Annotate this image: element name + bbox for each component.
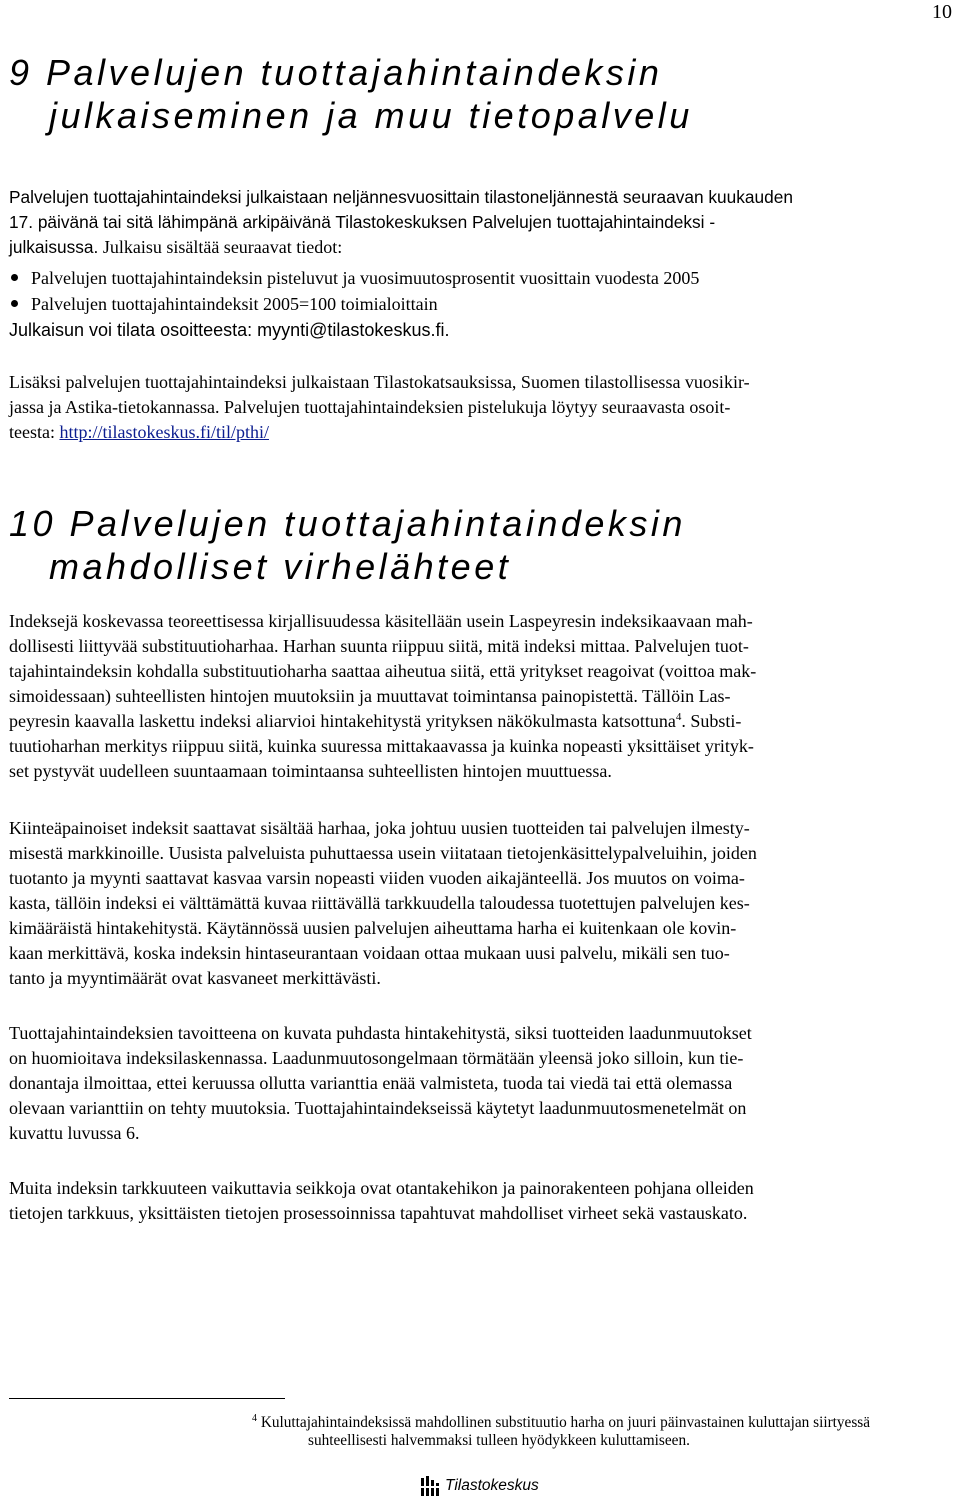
footer-logo: [420, 1473, 539, 1499]
para-line: kaan merkittävä, koska indeksin hintaseurantaan voidaan ottaa mukaan uusi palvelu, mikäli sen tuo-: [9, 943, 730, 963]
footnote-line: [252, 1414, 952, 1432]
bullet-icon: [11, 274, 18, 281]
footnote-text: Kuluttajahintaindeksissä mahdollinen substituutio harha on juuri päinvastainen kuluttajan siirtyessä: [257, 1414, 871, 1431]
intro-line: Palvelujen tuottajahintaindeksi julkaistaan neljännesvuosittain tilastoneljännestä seuraavan kuukauden: [9, 187, 793, 207]
footnote-ref: 4: [675, 711, 682, 723]
para-line: on huomioitava indeksilaskennassa. Laadunmuutosongelmaan törmätään yleensä joko silloin, kun tie-: [9, 1048, 744, 1068]
para-line: Muita indeksin tarkkuuteen vaikuttavia seikkoja ovat otantakehikon ja painorakenteen pohjana olleiden: [9, 1178, 754, 1198]
para-line: kuvattu luvussa 6.: [9, 1123, 140, 1143]
para-line: tajahintaindeksin kohdalla substituutioharha saattaa aiheutua siitä, että yritykset reagoivat (voittoa mak-: [9, 661, 757, 681]
para-line: olevaan varianttiin on tehty muutoksia. Tuottajahintaindekseissä käytetyt laadunmuutosmenetelmät on: [9, 1098, 747, 1118]
para-line: Tuottajahintaindeksien tavoitteena on kuvata puhdasta hintakehitystä, siksi tuotteiden laadunmuutokset: [9, 1023, 752, 1043]
section-10-para1: [9, 609, 954, 784]
section-10-para2: [9, 816, 954, 991]
section-9-intro: [9, 185, 954, 260]
footnote-marker: 4: [252, 1412, 257, 1424]
section-10-para3: [9, 1021, 954, 1146]
para-line: jassa ja Astika-tietokannassa. Palvelujen tuottajahintaindeksien pistelukuja löytyy seuraavasta osoit-: [9, 397, 731, 417]
intro-line: [9, 235, 954, 260]
para-line-prefix: teesta:: [9, 422, 60, 442]
para-line: Lisäksi palvelujen tuottajahintaindeksi julkaistaan Tilastokatsauksissa, Suomen tilastollisessa vuosikir-: [9, 372, 750, 392]
para-line-end: . Substi-: [681, 711, 742, 731]
para-line: dollisesti liittyvää substituutioharhaa. Harhan suunta riippuu siitä, mitä indeksi mittaa. Palvelujen tuot-: [9, 636, 749, 656]
order-line: Julkaisun voi tilata osoitteesta: myynti@tilastokeskus.fi.: [9, 320, 450, 340]
intro-line-end: Julkaisu sisältää seuraavat tiedot:: [98, 237, 343, 257]
para-line: set pystyvät uudelleen suuntaamaan toimintaansa suhteellisten hintojen muuttuessa.: [9, 761, 612, 781]
section-10-heading-line2: mahdolliset virhelähteet: [49, 546, 512, 587]
para-line: Indeksejä koskevassa teoreettisessa kirjallisuudessa käsitellään usein Laspeyresin indeksikaavaan mah-: [9, 611, 753, 631]
footnote-line: suhteellisesti halvemmaksi tulleen hyödykkeen kuluttamiseen.: [308, 1432, 690, 1449]
para-line: tietojen tarkkuus, yksittäisten tietojen prosessoinnissa tapahtuvat mahdolliset virheet sekä vastauskato.: [9, 1203, 748, 1223]
section-9-heading-line1: 9 Palvelujen tuottajahintaindeksin: [9, 52, 663, 93]
para-line: kimääräistä hintakehitystä. Käytännössä uusien palvelujen aiheuttama harha ei kuitenkaan ole kovin-: [9, 918, 737, 938]
para-line: [9, 709, 954, 734]
para-line-start: peyresin kaavalla laskettu indeksi aliarvioi hintakehitystä yrityksen näkökulmasta katsottuna: [9, 711, 676, 731]
bullet-text: Palvelujen tuottajahintaindeksit 2005=100 toimialoittain: [31, 294, 438, 314]
para-line: misestä markkinoille. Uusista palveluista puhuttaessa usein viitataan tietojenkäsittelypalveluihin, joiden: [9, 843, 757, 863]
intro-line-start: julkaisussa.: [9, 237, 99, 257]
section-9-heading: [9, 51, 693, 137]
footnote: [252, 1414, 952, 1450]
para-line: simoidessaan) suhteellisten hintojen muutoksiin ja muuttavat toimintansa painopistettä. Tällöin Las-: [9, 686, 731, 706]
para-line: tanto ja myyntimäärät ovat kasvaneet merkittävästi.: [9, 968, 381, 988]
section-10-heading: [9, 502, 686, 588]
tilastokeskus-logo-icon: [420, 1474, 440, 1498]
intro-line: 17. päivänä tai sitä lähimpänä arkipäivänä Tilastokeskuksen Palvelujen tuottajahintaindeksi -: [9, 212, 716, 232]
section-9-heading-line2: julkaiseminen ja muu tietopalvelu: [49, 95, 693, 136]
para-line: donantaja ilmoittaa, ettei keruussa ollutta varianttia enää valmisteta, tuoda tai viedä tai että olemassa: [9, 1073, 733, 1093]
footnote-divider: [9, 1398, 285, 1399]
bullet-icon: [11, 300, 18, 307]
pthi-link[interactable]: http://tilastokeskus.fi/til/pthi/: [59, 422, 269, 442]
bullet-item: [9, 266, 954, 291]
section-9-para2: [9, 370, 954, 445]
para-line: Kiinteäpainoiset indeksit saattavat sisältää harhaa, joka johtuu uusien tuotteiden tai palvelujen ilmesty-: [9, 818, 750, 838]
bullet-text: Palvelujen tuottajahintaindeksin pisteluvut ja vuosimuutosprosentit vuosittain vuodesta 2005: [31, 268, 700, 288]
section-10-heading-line1: 10 Palvelujen tuottajahintaindeksin: [9, 503, 686, 544]
section-10-para4: [9, 1176, 954, 1226]
footer-logo-text: Tilastokeskus: [445, 1477, 539, 1494]
para-line: kasta, tällöin indeksi ei välttämättä kuvaa riittävällä tarkkuudella taloudessa tuotettujen palvelujen kes-: [9, 893, 750, 913]
para-line: [9, 420, 954, 445]
para-line: tuotanto ja myynti saattavat kasvaa varsin nopeasti viiden vuoden aikajänteellä. Jos muutos on voima-: [9, 868, 745, 888]
para-line: tuutioharhan merkitys riippuu siitä, kuinka suuressa mittakaavassa ja kuinka nopeasti yksittäiset yrityk-: [9, 736, 754, 756]
bullet-item: [9, 292, 954, 317]
page-number: 10: [932, 1, 952, 23]
